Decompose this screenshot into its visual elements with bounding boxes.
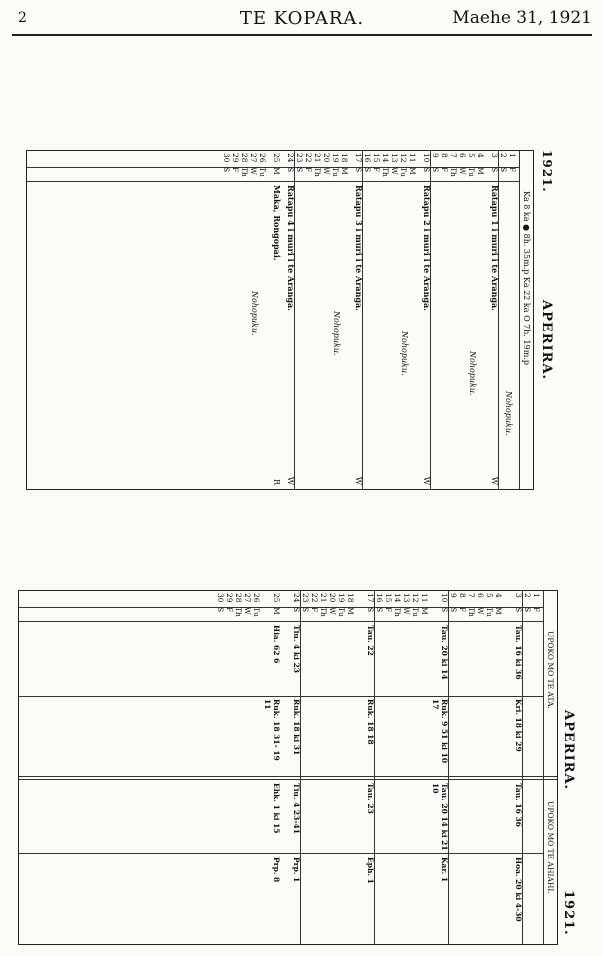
- day-of-week: S: [422, 167, 431, 173]
- calendar-frame: [26, 150, 534, 490]
- readings-frame: [18, 590, 558, 945]
- day-number: 7: [449, 153, 458, 158]
- fasting-note: Nohopuku.: [468, 351, 477, 396]
- day-of-week: M: [340, 167, 349, 175]
- day-number: 9: [449, 593, 458, 598]
- day-of-week: S: [354, 167, 363, 173]
- day-of-week: M: [408, 167, 417, 175]
- day-of-week: W: [243, 607, 252, 615]
- calendar-event: Ratapu 2 i muri i te Aranga.: [422, 185, 432, 311]
- reading-cell: Tau. 20 14 ki 21 10: [431, 783, 449, 851]
- day-of-week: F: [231, 167, 240, 173]
- day-number: 28: [240, 153, 249, 163]
- fasting-note: Nohopuku.: [250, 291, 259, 336]
- day-of-week: M: [494, 607, 503, 615]
- reading-cell: Kri. 18 ki 29: [514, 699, 523, 752]
- liturgical-colour-mark: W: [422, 476, 431, 485]
- liturgical-colour-mark: W: [286, 476, 295, 485]
- day-of-week: S: [366, 607, 375, 613]
- day-number: 15: [384, 593, 393, 603]
- day-of-week: Th: [240, 167, 249, 177]
- calendar-event: Ratapu 1 i muri i te Aranga.: [490, 185, 500, 311]
- day-number: 22: [310, 593, 319, 603]
- day-of-week: W: [458, 167, 467, 175]
- day-of-week: Th: [393, 607, 402, 617]
- day-number: 6: [476, 593, 485, 598]
- day-number: 19: [331, 153, 340, 163]
- day-of-week: S: [514, 607, 523, 613]
- fasting-note: Nohopuku.: [504, 391, 513, 436]
- calendar-event: Maka, Rongopai.: [272, 185, 282, 261]
- day-number: 28: [234, 593, 243, 603]
- day-of-week: S: [295, 167, 304, 173]
- liturgical-colour-mark: R: [272, 478, 281, 485]
- fasting-note: Nohopuku.: [400, 331, 409, 376]
- issue-date: Maehe 31, 1921: [452, 8, 592, 28]
- day-number: 26: [252, 593, 261, 603]
- day-number: 2: [499, 153, 508, 158]
- day-number: 12: [411, 593, 420, 603]
- day-of-week: F: [458, 607, 467, 613]
- rule: [19, 621, 544, 622]
- reading-cell: Eph. 1: [366, 857, 375, 884]
- running-header: [12, 6, 592, 32]
- reading-cell: Prp. 8: [272, 857, 281, 883]
- calendar-event: Ratapu 4 i muri i te Aranga.: [286, 185, 296, 311]
- liturgical-colour-mark: W: [354, 476, 363, 485]
- day-number: 5: [467, 153, 476, 158]
- rule: [27, 181, 520, 182]
- day-of-week: M: [346, 607, 355, 615]
- day-of-week: M: [420, 607, 429, 615]
- day-of-week: Tu: [331, 167, 340, 177]
- day-of-week: F: [384, 607, 393, 613]
- reading-cell: Tau. 16 36: [514, 783, 523, 827]
- reading-cell: Hoa. 20 ki 4-30: [514, 857, 523, 922]
- liturgical-colour-mark: W: [490, 476, 499, 485]
- day-of-week: W: [249, 167, 258, 175]
- day-number: 9: [431, 153, 440, 158]
- rule: [19, 776, 557, 777]
- day-number: 8: [458, 593, 467, 598]
- calendar-year: 1921.: [540, 150, 554, 193]
- day-of-week: F: [508, 167, 517, 173]
- day-number: 16: [363, 153, 372, 163]
- day-number: 11: [408, 153, 417, 163]
- reading-cell: Tau. 22: [366, 625, 375, 656]
- day-number: 19: [337, 593, 346, 603]
- day-of-week: S: [292, 607, 301, 613]
- day-of-week: S: [431, 167, 440, 173]
- day-of-week: F: [304, 167, 313, 173]
- day-of-week: W: [390, 167, 399, 175]
- day-number: 1: [508, 153, 517, 158]
- reading-cell: Hia. 62 6: [272, 625, 281, 664]
- day-number: 4: [476, 153, 485, 158]
- reading-cell: Ruk. 18 31- 19 11: [263, 699, 281, 761]
- day-of-week: F: [440, 167, 449, 173]
- day-number: 23: [301, 593, 310, 603]
- reading-cell: Ehk. 1 ki 15: [272, 783, 281, 834]
- day-number: 22: [304, 153, 313, 163]
- day-number: 13: [390, 153, 399, 163]
- day-number: 4: [494, 593, 503, 598]
- day-number: 10: [422, 153, 431, 163]
- day-of-week: F: [372, 167, 381, 173]
- calendar-block: [26, 150, 556, 490]
- day-of-week: Tu: [258, 167, 267, 177]
- day-of-week: F: [532, 607, 541, 613]
- day-of-week: Th: [449, 167, 458, 177]
- day-of-week: Th: [381, 167, 390, 177]
- day-number: 20: [322, 153, 331, 163]
- day-number: 30: [216, 593, 225, 603]
- day-number: 24: [286, 153, 295, 163]
- day-of-week: S: [286, 167, 295, 173]
- day-number: 6: [458, 153, 467, 158]
- day-of-week: W: [476, 607, 485, 615]
- fasting-note: Nohopuku.: [332, 311, 341, 356]
- day-number: 17: [354, 153, 363, 163]
- day-number: 18: [346, 593, 355, 603]
- day-of-week: M: [476, 167, 485, 175]
- page-number: 2: [18, 10, 27, 26]
- day-of-week: Th: [467, 607, 476, 617]
- day-of-week: Th: [234, 607, 243, 617]
- day-number: 1: [532, 593, 541, 598]
- readings-month-title: APERIRA.: [561, 710, 576, 791]
- calendar-month-title: APERIRA.: [539, 300, 554, 381]
- rule: [519, 151, 520, 489]
- reading-cell: Tau. 16 ki 36: [514, 625, 523, 680]
- moon-phases: Ka 8 ka ● 8h. 35m.p Ka 22 ka O 7h. 19m.p: [522, 191, 531, 365]
- day-number: 10: [440, 593, 449, 603]
- day-of-week: W: [322, 167, 331, 175]
- evening-header: UPOKO MO TE AHIAHI.: [546, 801, 555, 894]
- day-of-week: S: [490, 167, 499, 173]
- day-number: 18: [340, 153, 349, 163]
- day-number: 12: [399, 153, 408, 163]
- day-of-week: S: [363, 167, 372, 173]
- day-number: 5: [485, 593, 494, 598]
- rule: [19, 696, 544, 697]
- day-number: 3: [514, 593, 523, 598]
- publication-title: TE KOPARA.: [239, 8, 365, 29]
- reading-cell: Tau. 20 ki 14: [440, 625, 449, 680]
- day-number: 29: [231, 153, 240, 163]
- day-of-week: Tu: [467, 167, 476, 177]
- day-of-week: F: [310, 607, 319, 613]
- day-of-week: S: [301, 607, 310, 613]
- rule: [19, 853, 544, 854]
- day-of-week: W: [402, 607, 411, 615]
- day-of-week: M: [272, 607, 281, 615]
- day-number: 7: [467, 593, 476, 598]
- reading-cell: Ruk. 18 ki 31: [292, 699, 301, 756]
- reading-cell: Tiu. 4 23-41: [292, 783, 301, 834]
- day-number: 11: [420, 593, 429, 603]
- day-number: 14: [393, 593, 402, 603]
- day-of-week: S: [216, 607, 225, 613]
- day-number: 13: [402, 593, 411, 603]
- day-of-week: S: [222, 167, 231, 173]
- reading-cell: Tiu. 4 ki 23: [292, 625, 301, 674]
- day-of-week: Tu: [252, 607, 261, 617]
- day-of-week: M: [272, 167, 281, 175]
- day-of-week: Tu: [337, 607, 346, 617]
- day-number: 16: [375, 593, 384, 603]
- day-number: 8: [440, 153, 449, 158]
- rule: [19, 779, 557, 780]
- day-number: 25: [272, 153, 281, 163]
- reading-cell: Kar. 1: [440, 857, 449, 883]
- day-of-week: Th: [319, 607, 328, 617]
- day-number: 26: [258, 153, 267, 163]
- day-number: 20: [328, 593, 337, 603]
- day-number: 30: [222, 153, 231, 163]
- day-of-week: Tu: [485, 607, 494, 617]
- readings-year: 1921.: [561, 890, 576, 936]
- day-of-week: S: [449, 607, 458, 613]
- day-number: 24: [292, 593, 301, 603]
- day-number: 29: [225, 593, 234, 603]
- calendar-event: Ratapu 3 i muri i te Aranga.: [354, 185, 364, 311]
- day-of-week: F: [225, 607, 234, 613]
- reading-cell: Ruk. 18 18: [366, 699, 375, 745]
- day-number: 2: [523, 593, 532, 598]
- day-number: 3: [490, 153, 499, 158]
- reading-cell: Ruk. 9 51 ki 10 17: [431, 699, 449, 764]
- day-number: 27: [243, 593, 252, 603]
- day-number: 21: [313, 153, 322, 163]
- morning-header: UPOKO MO TE ATA.: [546, 631, 555, 709]
- rule: [543, 591, 544, 944]
- day-number: 15: [372, 153, 381, 163]
- day-number: 25: [272, 593, 281, 603]
- day-of-week: Tu: [399, 167, 408, 177]
- reading-cell: Tau. 23: [366, 783, 375, 814]
- day-of-week: Th: [313, 167, 322, 177]
- day-of-week: S: [375, 607, 384, 613]
- day-number: 17: [366, 593, 375, 603]
- day-number: 21: [319, 593, 328, 603]
- header-rule: [12, 34, 592, 36]
- day-number: 14: [381, 153, 390, 163]
- readings-block: [18, 590, 578, 945]
- day-number: 27: [249, 153, 258, 163]
- day-number: 23: [295, 153, 304, 163]
- day-of-week: S: [523, 607, 532, 613]
- day-of-week: S: [440, 607, 449, 613]
- day-of-week: S: [499, 167, 508, 173]
- day-of-week: Tu: [411, 607, 420, 617]
- reading-cell: Prp. 1: [292, 857, 301, 883]
- day-of-week: W: [328, 607, 337, 615]
